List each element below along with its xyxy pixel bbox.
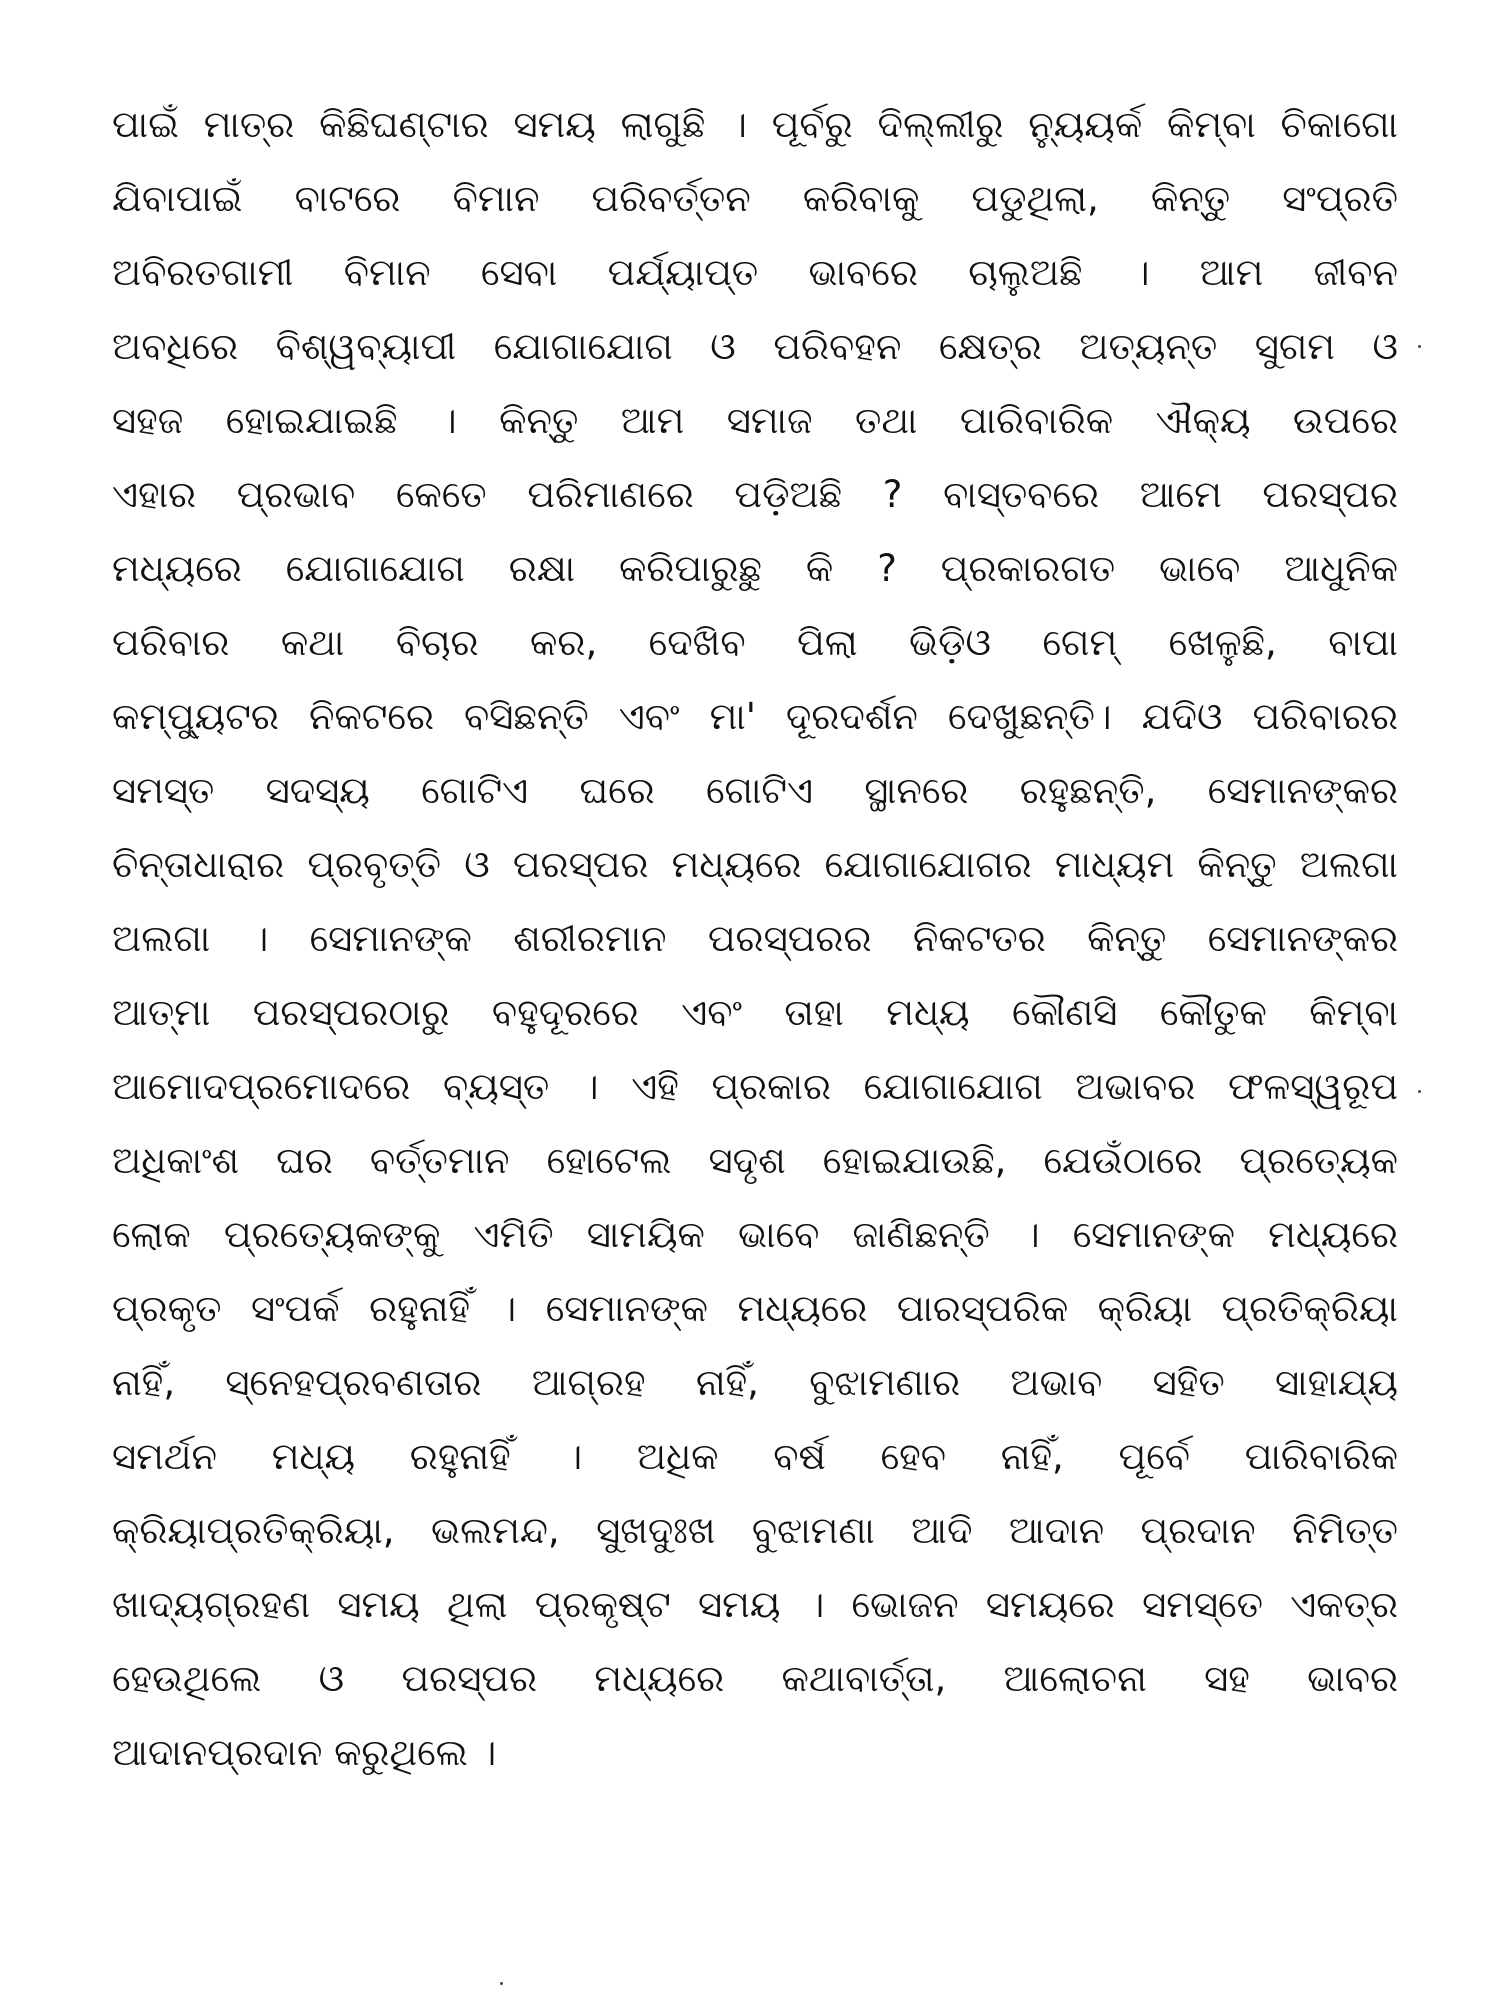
text-line: ଅଲଗା । ସେମାନଙ୍କ ଶରୀରମାନ ପରସ୍ପରର ନିକଟତର କିନ୍ତୁ ସେମାନଙ୍କର xyxy=(112,917,1398,960)
text-line: ଅଧିକାଂଶ ଘର ବର୍ତ୍ତମାନ ହୋଟେଲ ସଦୃଶ ହୋଇଯାଉଛି, ଯେଉଁଠାରେ ପ୍ରତ୍ୟେକ xyxy=(112,1139,1398,1182)
text-line: ସମସ୍ତ ସଦସ୍ୟ ଗୋଟିଏ ଘରେ ଗୋଟିଏ ସ୍ଥାନରେ ରହୁଛନ୍ତି, ସେମାନଙ୍କର xyxy=(112,769,1398,812)
text-line: ପରିବାର କଥା ବିଚାର କର, ଦେଖିବ ପିଲା ଭିଡ଼ିଓ ଗେମ୍ ଖେଳୁଛି, ବାପା xyxy=(112,621,1398,664)
text-line: ଅବିରତଗାମୀ ବିମାନ ସେବା ପର୍ଯ୍ୟାପ୍ତ ଭାବରେ ଚାଲୁଅଛି । ଆମ ଜୀବନ xyxy=(112,251,1398,294)
text-line: ଖାଦ୍ୟଗ୍ରହଣ ସମୟ ଥିଲା ପ୍ରକୃଷ୍ଟ ସମୟ । ଭୋଜନ ସମୟରେ ସମସ୍ତେ ଏକତ୍ର xyxy=(112,1583,1398,1626)
text-line: ଚିନ୍ତାଧାରାର ପ୍ରବୃତ୍ତି ଓ ପରସ୍ପର ମଧ୍ୟରେ ଯୋଗାଯୋଗର ମାଧ୍ୟମ କିନ୍ତୁ ଅଲଗା xyxy=(112,843,1398,886)
text-line: ଆତ୍ମା ପରସ୍ପରଠାରୁ ବହୁଦୂରରେ ଏବଂ ତାହା ମଧ୍ୟ କୌଣସି କୌତୁକ କିମ୍ବା xyxy=(112,991,1398,1034)
text-line: ପ୍ରକୃତ ସଂପର୍କ ରହୁନାହିଁ । ସେମାନଙ୍କ ମଧ୍ୟରେ ପାରସ୍ପରିକ କ୍ରିୟା ପ୍ରତିକ୍ରିୟା xyxy=(112,1287,1398,1330)
text-line: ଏହାର ପ୍ରଭାବ କେତେ ପରିମାଣରେ ପଡ଼ିଅଛି ? ବାସ୍ତବରେ ଆମେ ପରସ୍ପର xyxy=(112,473,1398,516)
text-line: ହେଉଥିଲେ ଓ ପରସ୍ପର ମଧ୍ୟରେ କଥାବାର୍ତ୍ତା, ଆଲୋଚନା ସହ ଭାବର xyxy=(112,1657,1398,1700)
scan-speck xyxy=(500,1982,503,1985)
paragraph xyxy=(112,88,1398,1790)
text-line: ଅବଧିରେ ବିଶ୍ୱବ୍ୟାପୀ ଯୋଗାଯୋଗ ଓ ପରିବହନ କ୍ଷେତ୍ର ଅତ୍ୟନ୍ତ ସୁଗମ ଓ xyxy=(112,325,1398,368)
text-line: ନାହିଁ, ସ୍ନେହପ୍ରବଣତାର ଆଗ୍ରହ ନାହିଁ, ବୁଝାମଣାର ଅଭାବ ସହିତ ସାହାଯ୍ୟ xyxy=(112,1361,1398,1404)
text-line: ସହଜ ହୋଇଯାଇଛି । କିନ୍ତୁ ଆମ ସମାଜ ତଥା ପାରିବାରିକ ଐକ୍ୟ ଉପରେ xyxy=(112,399,1398,442)
text-line: ମଧ୍ୟରେ ଯୋଗାଯୋଗ ରକ୍ଷା କରିପାରୁଛୁ କି ? ପ୍ରକାରଗତ ଭାବେ ଆଧୁନିକ xyxy=(112,547,1398,590)
text-line: କମ୍ପ୍ୟୁଟର ନିକଟରେ ବସିଛନ୍ତି ଏବଂ ମା' ଦୂରଦର୍ଶନ ଦେଖୁଛନ୍ତି। ଯଦିଓ ପରିବାରର xyxy=(112,695,1398,738)
text-line: ଯିବାପାଇଁ ବାଟରେ ବିମାନ ପରିବର୍ତ୍ତନ କରିବାକୁ ପଡୁଥିଲା, କିନ୍ତୁ ସଂପ୍ରତି xyxy=(112,177,1398,220)
text-line: ସମର୍ଥନ ମଧ୍ୟ ରହୁନାହିଁ । ଅଧିକ ବର୍ଷ ହେବ ନାହିଁ, ପୂର୍ବେ ପାରିବାରିକ xyxy=(112,1435,1398,1478)
text-line: ଆଦାନପ୍ରଦାନ କରୁଥିଲେ । xyxy=(112,1731,497,1774)
text-line: ଆମୋଦପ୍ରମୋଦରେ ବ୍ୟସ୍ତ । ଏହି ପ୍ରକାର ଯୋଗାଯୋଗ ଅଭାବର ଫଳସ୍ୱରୂପ xyxy=(112,1065,1398,1108)
scan-speck xyxy=(1418,345,1421,348)
scan-speck xyxy=(1418,1090,1421,1093)
text-line: ଲୋକ ପ୍ରତ୍ୟେକଙ୍କୁ ଏମିତି ସାମୟିକ ଭାବେ ଜାଣିଛନ୍ତି । ସେମାନଙ୍କ ମଧ୍ୟରେ xyxy=(112,1213,1398,1256)
text-line: କ୍ରିୟାପ୍ରତିକ୍ରିୟା, ଭଲମନ୍ଦ, ସୁଖଦୁଃଖ ବୁଝାମଣା ଆଦି ଆଦାନ ପ୍ରଦାନ ନିମିତ୍ତ xyxy=(112,1509,1398,1552)
text-line: ପାଇଁ ମାତ୍ର କିଛିଘଣ୍ଟାର ସମୟ ଲାଗୁଛି । ପୂର୍ବରୁ ଦିଲ୍ଲୀରୁ ନ୍ୟୁୟର୍କ କିମ୍ବା ଚିକାଗୋ xyxy=(112,103,1398,146)
